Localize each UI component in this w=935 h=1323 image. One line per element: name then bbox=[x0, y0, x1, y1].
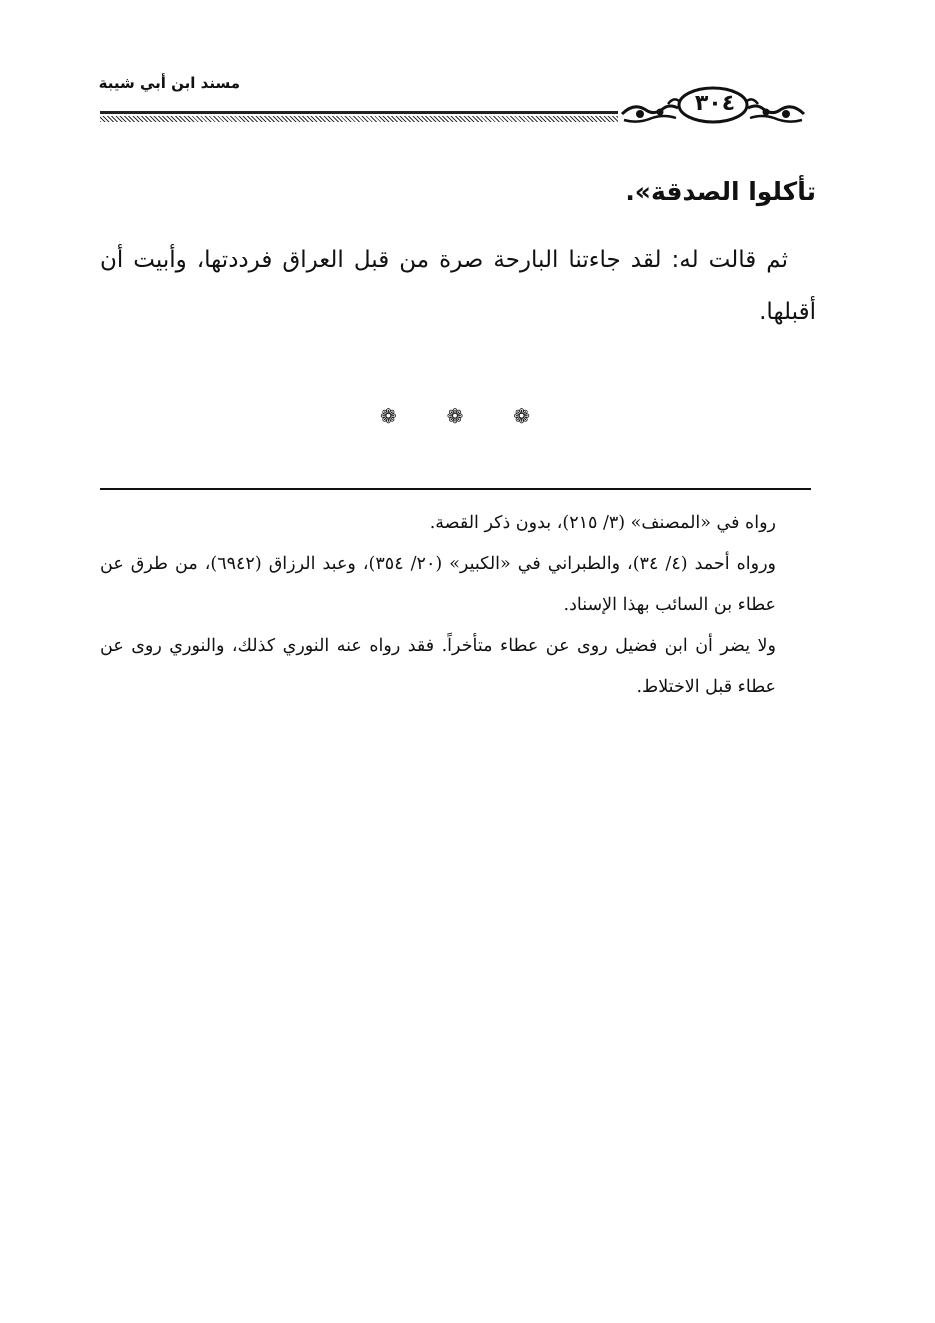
footnote-paragraph: ولا يضر أن ابن فضيل روى عن عطاء متأخراً. فقد رواه عنه النوري كذلك، والنوري روى عن عطاء قبل الاختلاط. bbox=[100, 636, 776, 697]
flower-ornament-icon: ❁ bbox=[380, 404, 397, 428]
footnote-paragraph: ورواه أحمد (٤/ ٣٤)، والطبراني في «الكبير» (٢٠/ ٣٥٤)، وعبد الرزاق (٦٩٤٢)، من طرق عن عطاء بن السائب بهذا الإسناد. bbox=[100, 554, 777, 615]
body-paragraph-text: ثم قالت له: لقد جاءتنا البارحة صرة من قبل العراق فرددتها، وأبيت أن أقبلها. bbox=[100, 247, 816, 325]
body-paragraph bbox=[100, 234, 816, 338]
footnote-separator-rule bbox=[100, 488, 811, 490]
flower-ornament-icon: ❁ bbox=[513, 404, 530, 428]
header-rule bbox=[100, 111, 618, 125]
section-separator bbox=[380, 400, 530, 432]
flower-ornament-icon: ❁ bbox=[446, 404, 464, 428]
header-rule-solid bbox=[100, 111, 618, 114]
footnote-paragraph: رواه في «المصنف» (٣/ ٢١٥)، بدون ذكر القصة. bbox=[429, 513, 776, 533]
header-rule-pattern bbox=[100, 116, 618, 122]
running-title: مسند ابن أبي شيبة bbox=[98, 74, 240, 92]
footnotes bbox=[100, 503, 776, 708]
page-number: ٣٠٤ bbox=[694, 91, 736, 116]
quote-ending-line: تأكلوا الصدقة». bbox=[625, 177, 816, 206]
